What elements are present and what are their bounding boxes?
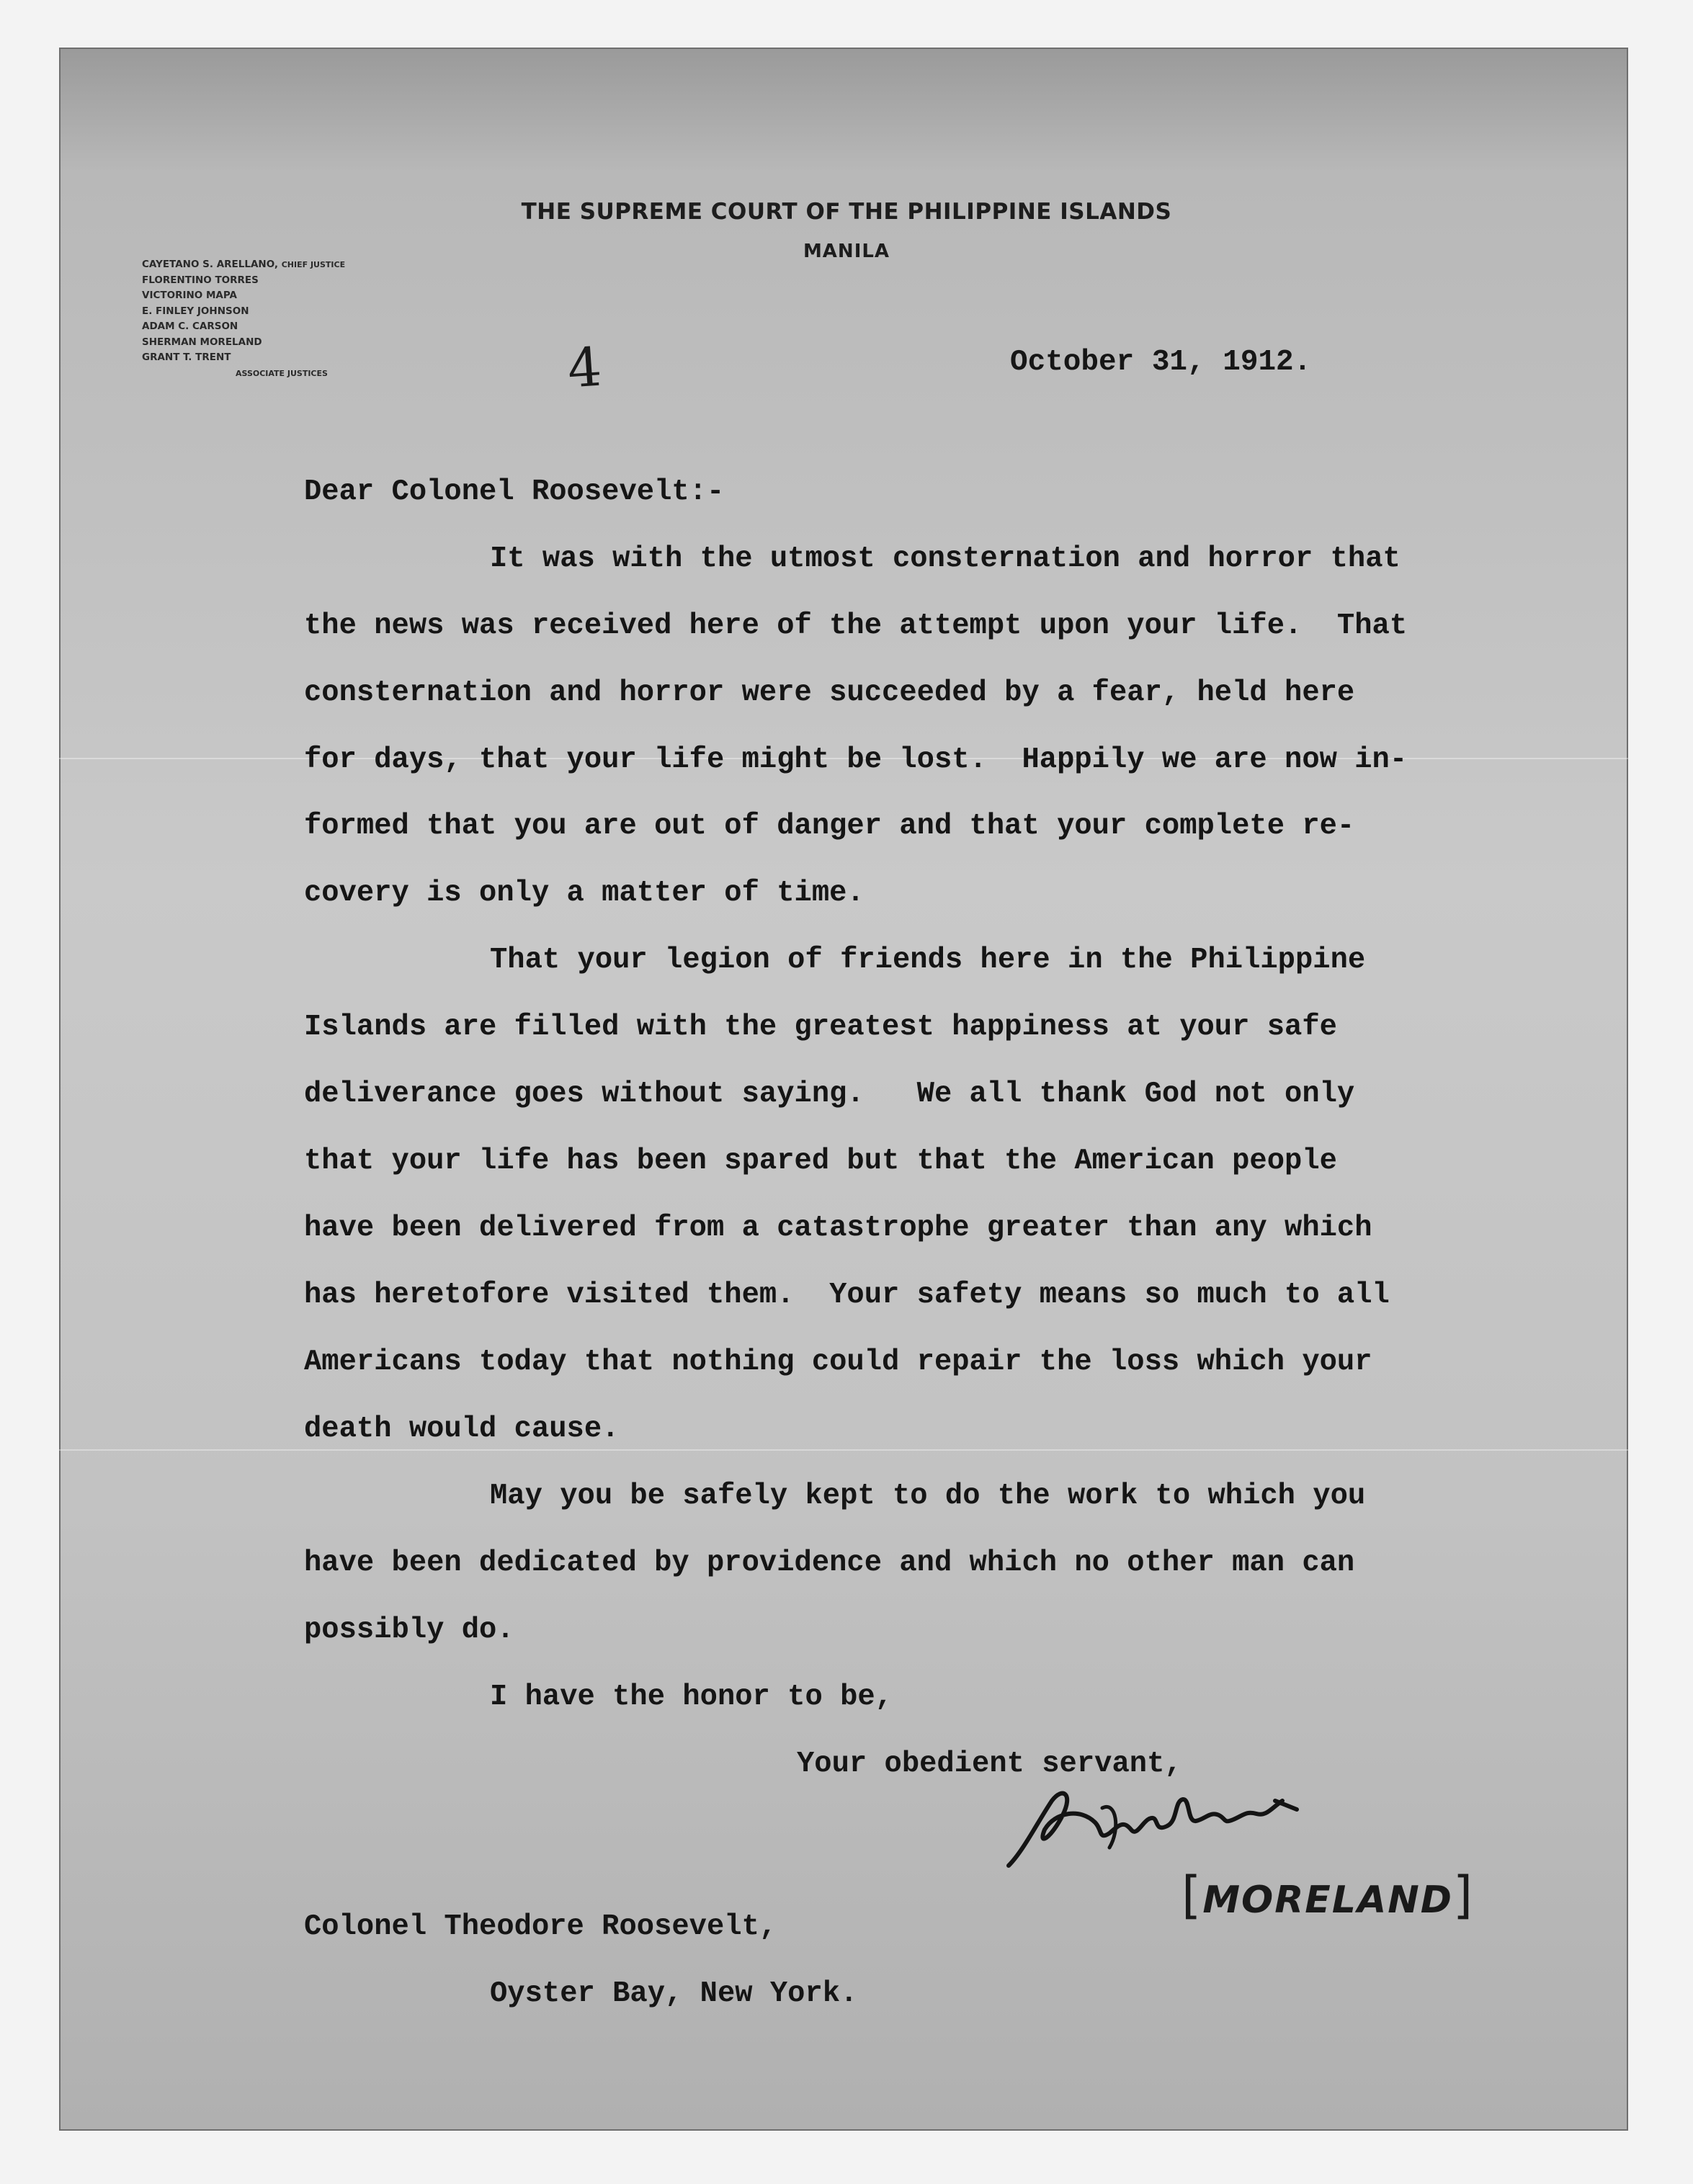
body-line: have been dedicated by providence and which no other man can: [304, 1547, 1355, 1580]
body-line: the news was received here of the attempt upon your life. That: [304, 609, 1408, 643]
salutation: Dear Colonel Roosevelt:-: [304, 475, 725, 509]
letterhead-city: MANILA: [803, 241, 890, 262]
body-line: May you be safely kept to do the work to which you: [490, 1480, 1366, 1513]
signer-name: MORELAND: [1202, 1879, 1453, 1922]
justices-list: [142, 257, 345, 381]
body-line: Islands are filled with the greatest happiness at your safe: [304, 1011, 1337, 1044]
body-line: deliverance goes without saying. We all thank God not only: [304, 1078, 1355, 1111]
body-line: have been delivered from a catastrophe greater than any which: [304, 1212, 1372, 1245]
associate-justices-role: ASSOCIATE JUSTICES: [236, 368, 328, 378]
signer-name-stamp: [1181, 1866, 1474, 1925]
justice-name: FLORENTINO TORRES: [142, 274, 259, 286]
handwritten-signature: [994, 1779, 1311, 1880]
body-line: that your life has been spared but that the American people: [304, 1145, 1337, 1178]
body-line: It was with the utmost consternation and horror that: [490, 542, 1401, 576]
justice-name: VICTORINO MAPA: [142, 290, 237, 301]
justice-name: SHERMAN MORELAND: [142, 336, 262, 348]
body-line: That your legion of friends here in the Philippine: [490, 944, 1366, 977]
body-line: formed that you are out of danger and that your complete re-: [304, 810, 1355, 843]
left-bracket-icon: [: [1181, 1866, 1203, 1925]
body-line: Americans today that nothing could repair the loss which your: [304, 1346, 1372, 1379]
body-line: consternation and horror were succeeded by a fear, held here: [304, 676, 1355, 710]
body-line: for days, that your life might be lost. Happily we are now in-: [304, 743, 1408, 777]
address-line: Oyster Bay, New York.: [490, 1977, 858, 2010]
closing-line: Your obedient servant,: [797, 1747, 1182, 1781]
address-line: Colonel Theodore Roosevelt,: [304, 1910, 777, 1943]
letterhead-title: THE SUPREME COURT OF THE PHILIPPINE ISLANDS: [521, 199, 1172, 225]
justice-name: E. FINLEY JOHNSON: [142, 305, 249, 317]
justice-name: GRANT T. TRENT: [142, 352, 231, 363]
body-line: has heretofore visited them. Your safety means so much to all: [304, 1279, 1390, 1312]
chief-justice-name: CAYETANO S. ARELLANO,: [142, 259, 279, 270]
handwritten-page-number: 4: [566, 336, 604, 400]
body-line: death would cause.: [304, 1413, 620, 1446]
letter-date: October 31, 1912.: [1010, 346, 1312, 379]
justice-name: ADAM C. CARSON: [142, 321, 238, 332]
chief-justice-line: [142, 257, 345, 273]
closing-line: I have the honor to be,: [490, 1680, 893, 1714]
body-line: possibly do.: [304, 1614, 514, 1647]
chief-justice-role: CHIEF JUSTICE: [281, 260, 346, 269]
body-line: covery is only a matter of time.: [304, 877, 865, 910]
right-bracket-icon: ]: [1452, 1866, 1475, 1925]
paper-fold: [59, 1449, 1628, 1451]
